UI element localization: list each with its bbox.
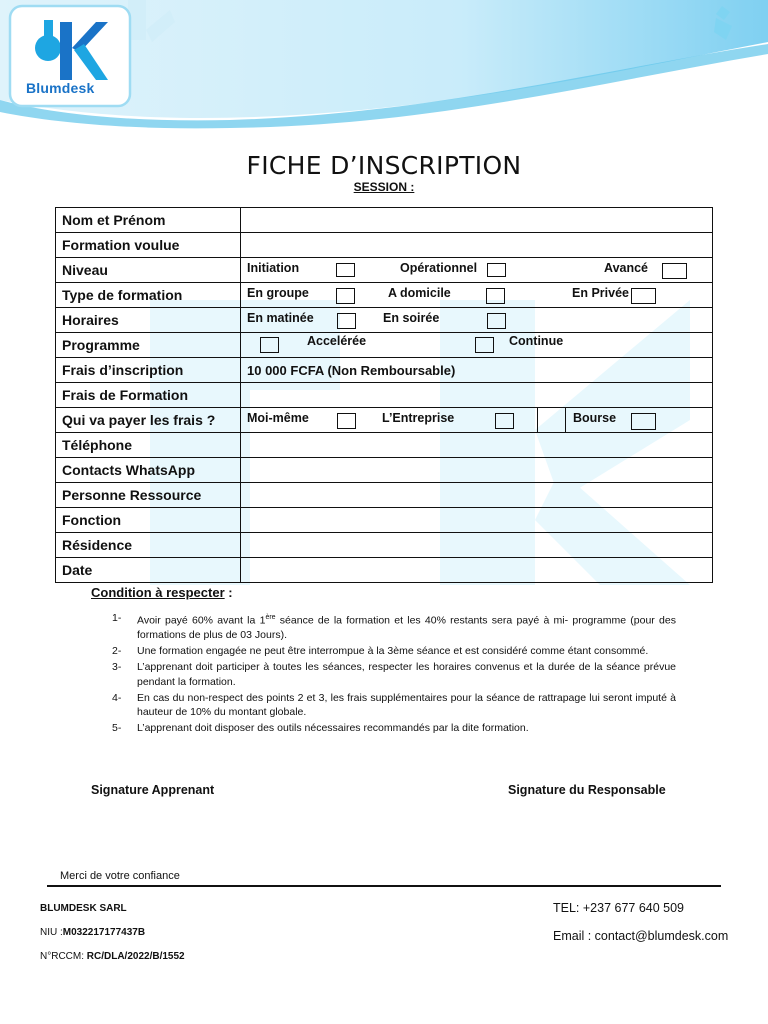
label-residence: Résidence [56,533,241,558]
option-a-domicile: A domicile [388,286,451,300]
field-formation[interactable] [241,233,713,258]
option-continue: Continue [509,334,564,348]
checkbox-en-groupe[interactable] [336,288,355,304]
row-formation [56,233,713,258]
type-options [241,283,712,307]
label-payeur: Qui va payer les frais ? [56,408,241,433]
label-fonction: Fonction [56,508,241,533]
conditions-title [91,585,233,600]
row-nom [56,208,713,233]
conditions-title-suffix: : [224,585,233,600]
condition-number: 3- [112,661,122,673]
contact-phone: TEL: +237 677 640 509 [553,901,685,915]
label-frais-formation: Frais de Formation [56,383,241,408]
thank-you-note: Merci de votre confiance [60,870,180,882]
field-fonction[interactable] [241,508,713,533]
condition-superscript: ère [265,614,276,621]
option-en-soiree: En soirée [383,311,440,325]
row-whatsapp [56,458,713,483]
condition-item [112,721,676,736]
registration-table [55,207,713,583]
row-telephone [56,433,713,458]
rccm-label: N°RCCM: [40,951,87,962]
contact-email: Email : contact@blumdesk.com [553,929,729,943]
checkbox-avance[interactable] [662,263,687,279]
checkbox-entreprise[interactable] [495,413,514,429]
row-type [56,283,713,308]
niveau-options [241,258,712,282]
row-fonction [56,508,713,533]
option-moi-meme: Moi-même [247,411,309,425]
condition-number: 1- [112,612,122,624]
option-en-matinee: En matinée [247,311,314,325]
cell-divider [565,407,566,433]
signature-responsable-label: Signature du Responsable [508,783,666,797]
session-label: SESSION : [353,180,415,194]
page-title: FICHE D’INSCRIPTION [246,150,522,180]
option-avance: Avancé [604,261,649,275]
label-formation: Formation voulue [56,233,241,258]
label-ressource: Personne Ressource [56,483,241,508]
condition-text: Avoir payé 60% avant la 1 [137,614,266,627]
rccm-value: RC/DLA/2022/B/1552 [86,951,185,962]
niu-line [40,927,145,938]
conditions-title-text: Condition à respecter [91,585,225,600]
option-en-privee: En Privée [572,286,629,300]
option-entreprise: L’Entreprise [382,411,455,425]
label-horaires: Horaires [56,308,241,333]
field-nom[interactable] [241,208,713,233]
condition-text: En cas du non-respect des points 2 et 3, les frais supplémentaires pour la séance de rattrapage lui seront imputé à hauteur de 10% du montant globale. [137,691,676,718]
logo-text: Blumdesk [26,80,95,96]
field-telephone[interactable] [241,433,713,458]
row-programme [56,333,713,358]
label-date: Date [56,558,241,583]
horaires-options [241,308,712,332]
condition-item [112,691,676,720]
option-bourse: Bourse [573,411,617,425]
checkbox-initiation[interactable] [336,263,355,277]
row-frais-inscription [56,358,713,383]
company-name: BLUMDESK SARL [40,903,127,914]
condition-text: Une formation engagée ne peut être interrompue à la 3ème séance et est considéré comme étant consommé. [137,645,649,657]
condition-item [112,660,676,689]
label-frais-inscription: Frais d’inscription [56,358,241,383]
label-telephone: Téléphone [56,433,241,458]
row-niveau [56,258,713,283]
field-ressource[interactable] [241,483,713,508]
row-payeur [56,408,713,433]
frais-inscription-value: 10 000 FCFA (Non Remboursable) [241,358,713,383]
row-residence [56,533,713,558]
checkbox-en-soiree[interactable] [487,313,506,329]
niu-value: M032217177437B [62,927,146,938]
condition-number: 5- [112,722,122,734]
checkbox-en-matinee[interactable] [337,313,356,329]
condition-item [112,611,676,643]
checkbox-a-domicile[interactable] [486,288,505,304]
option-acceleree: Accelérée [307,334,367,348]
checkbox-en-privee[interactable] [631,288,656,304]
checkbox-acceleree[interactable] [260,337,279,353]
label-nom: Nom et Prénom [56,208,241,233]
signature-apprenant-label: Signature Apprenant [91,783,215,797]
programme-options [241,333,712,357]
label-niveau: Niveau [56,258,241,283]
row-horaires [56,308,713,333]
label-whatsapp: Contacts WhatsApp [56,458,241,483]
condition-text: séance de la formation et les 40% restants sera payé à mi- programme (pour des formations de plus de 03 Jours). [137,614,676,641]
row-date [56,558,713,583]
row-frais-formation [56,383,713,408]
option-initiation: Initiation [247,261,300,275]
condition-text: L’apprenant doit participer à toutes les séances, respecter les horaires convenus et la durée de la séance prévue pendant la formation. [137,661,676,688]
payeur-options [241,408,712,432]
condition-text: L’apprenant doit disposer des outils nécessaires recommandés par la dite formation. [137,722,529,734]
rccm-line [40,951,185,962]
cell-divider [537,407,538,433]
condition-number: 4- [112,691,122,704]
conditions-list [112,611,676,737]
checkbox-bourse[interactable] [631,413,656,430]
field-whatsapp[interactable] [241,458,713,483]
label-type: Type de formation [56,283,241,308]
niu-label: NIU : [40,927,63,938]
footer-divider [47,885,721,887]
option-en-groupe: En groupe [247,286,309,300]
condition-item [112,644,676,659]
row-ressource [56,483,713,508]
checkbox-continue[interactable] [475,337,494,353]
field-date[interactable] [241,558,713,583]
label-programme: Programme [56,333,241,358]
field-residence[interactable] [241,533,713,558]
checkbox-operationnel[interactable] [487,263,506,277]
field-frais-formation[interactable] [241,383,713,408]
condition-number: 2- [112,645,122,657]
option-operationnel: Opérationnel [400,261,478,275]
checkbox-moi-meme[interactable] [337,413,356,429]
